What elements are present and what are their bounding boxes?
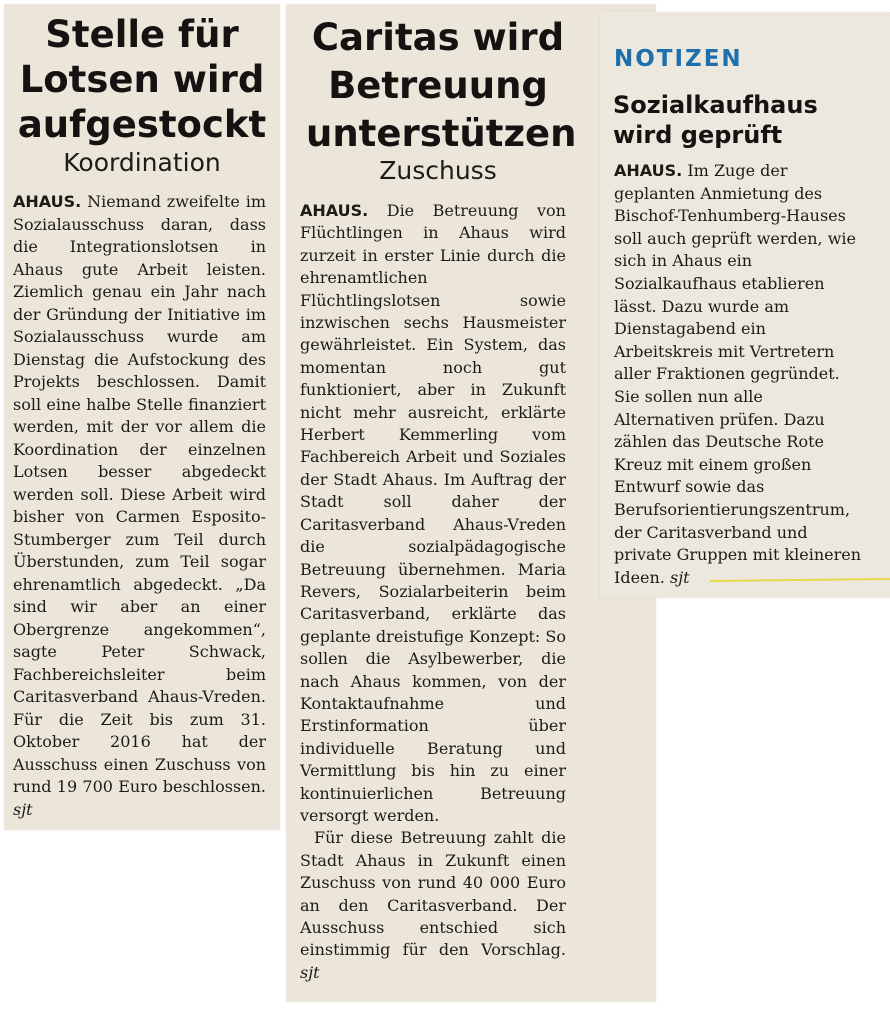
article-signature: sjt bbox=[13, 799, 33, 819]
article-dateline: AHAUS. bbox=[13, 192, 82, 211]
article-dateline: AHAUS. bbox=[300, 201, 369, 220]
article-body-text-2: Für diese Betreuung zahlt die Stadt Ahaus in Zukunft einen Zuschuss von rund 40 000 Euro an den Caritasverband. Der Ausschuss entschied sich einstimmig für den Vorschlag. bbox=[300, 828, 566, 960]
article-signature: sjt bbox=[669, 567, 690, 587]
article-body-text: Niemand zweifelte im Sozialausschuss daran, dass die Integrationslotsen in Ahaus gute Arbeit leisten. Ziemlich genau ein Jahr nach der Gründung der Initiative im Sozialausschuss wurde am Dienstag die Aufstockung des Projekts beschlossen. Damit soll eine halbe Stelle finanziert werden, mit der vor allem die Koordination der einzelnen Lotsen besser abgedeckt werden soll. Diese Arbeit wird bisher von Carmen Esposito-Stumberger zum Teil durch Überstunden, zum Teil sogar ehrenamtlich abgedeckt. „Da sind wir aber an einer Obergrenze angekommen“, sagte Peter Schwack, Fachbereichsleiter beim Caritasverband Ahaus-Vreden. Für die Zeit bis zum 31. Oktober 2016 hat der Ausschuss einen Zuschuss von rund 19 700 Euro beschlossen. bbox=[13, 192, 266, 796]
article-notizen bbox=[600, 12, 890, 598]
article-headline: Stelle für Lotsen wird aufgestockt bbox=[17, 13, 267, 146]
article-headline: Caritas wird Betreuung unterstützen bbox=[306, 16, 577, 155]
article-body bbox=[13, 191, 266, 821]
article-lotsen bbox=[4, 4, 280, 830]
article-kicker: Zuschuss bbox=[379, 156, 497, 185]
article-paragraph bbox=[300, 827, 566, 984]
article-paragraph bbox=[300, 200, 566, 827]
article-signature: sjt bbox=[300, 962, 320, 982]
article-body bbox=[614, 160, 868, 589]
article-body-text: Im Zuge der geplanten Anmietung des Bischof-Tenhumberg-Hauses soll auch geprüft werden, wie sich in Ahaus ein Sozialkaufhaus etablieren lässt. Dazu wurde am Dienstagabend ein Arbeitskreis mit Vertretern aller Fraktionen gegründet. Sie sollen nun alle Alternativen prüfen. Dazu zählen das Deutsche Rote Kreuz mit einem großen Entwurf sowie das Berufsorientierungszentrum, der Caritasverband und private Gruppen mit kleineren Ideen. bbox=[614, 161, 862, 587]
article-kicker: Koordination bbox=[63, 148, 221, 177]
article-body-text: Die Betreuung von Flüchtlingen in Ahaus wird zurzeit in erster Linie durch die ehrenamtlichen Flüchtlingslotsen sowie inzwischen sechs Hausmeister gewährleistet. Ein System, das momentan noch gut funktioniert, aber in Zukunft nicht mehr ausreicht, erklärte Herbert Kemmerling vom Fachbereich Arbeit und Soziales der Stadt Ahaus. Im Auftrag der Stadt soll daher der Caritasverband Ahaus-Vreden die sozialpädagogische Betreuung übernehmen. Maria Revers, Sozialarbeiterin beim Caritasverband, erklärte das geplante dreistufige Konzept: So sollen die Asylbewerber, die nach Ahaus kommen, von der Kontaktaufnahme und Erstinformation über individuelle Beratung und Vermittlung bis hin zu einer kontinuierlichen Betreuung versorgt werden. bbox=[300, 201, 566, 825]
article-dateline: AHAUS. bbox=[614, 161, 683, 180]
article-body bbox=[300, 200, 566, 984]
section-rubric: NOTIZEN bbox=[614, 46, 743, 72]
article-headline: Sozialkaufhaus wird geprüft bbox=[613, 91, 818, 149]
